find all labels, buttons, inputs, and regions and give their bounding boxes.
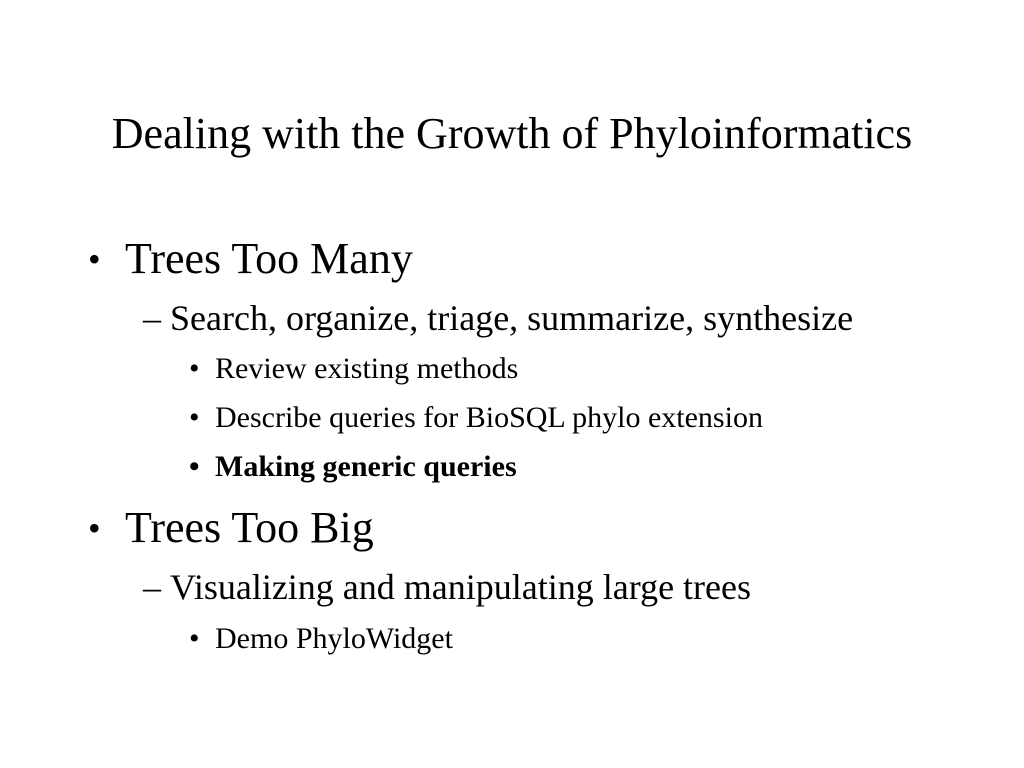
bullet-marker: • xyxy=(189,401,200,434)
item-text: Demo PhyloWidget xyxy=(215,622,453,655)
subheading-text: Visualizing and manipulating large trees xyxy=(170,567,752,607)
subheading-text: Search, organize, triage, summarize, synthesize xyxy=(170,298,854,338)
item-text: Making generic queries xyxy=(215,450,517,483)
bullet-marker: • xyxy=(88,508,101,548)
bullet-marker: • xyxy=(189,450,200,483)
bullet-marker: • xyxy=(189,352,200,385)
item-text: Review existing methods xyxy=(215,352,519,385)
bullet-marker: • xyxy=(88,239,101,279)
dash-marker: – xyxy=(143,298,161,338)
slide-title: Dealing with the Growth of Phyloinformatics xyxy=(111,109,913,158)
item-text: Describe queries for BioSQL phylo extension xyxy=(215,401,763,434)
section-heading-text: Trees Too Many xyxy=(125,234,413,283)
section-heading-text: Trees Too Big xyxy=(125,503,374,552)
dash-marker: – xyxy=(143,567,161,607)
bullet-marker: • xyxy=(189,622,200,655)
